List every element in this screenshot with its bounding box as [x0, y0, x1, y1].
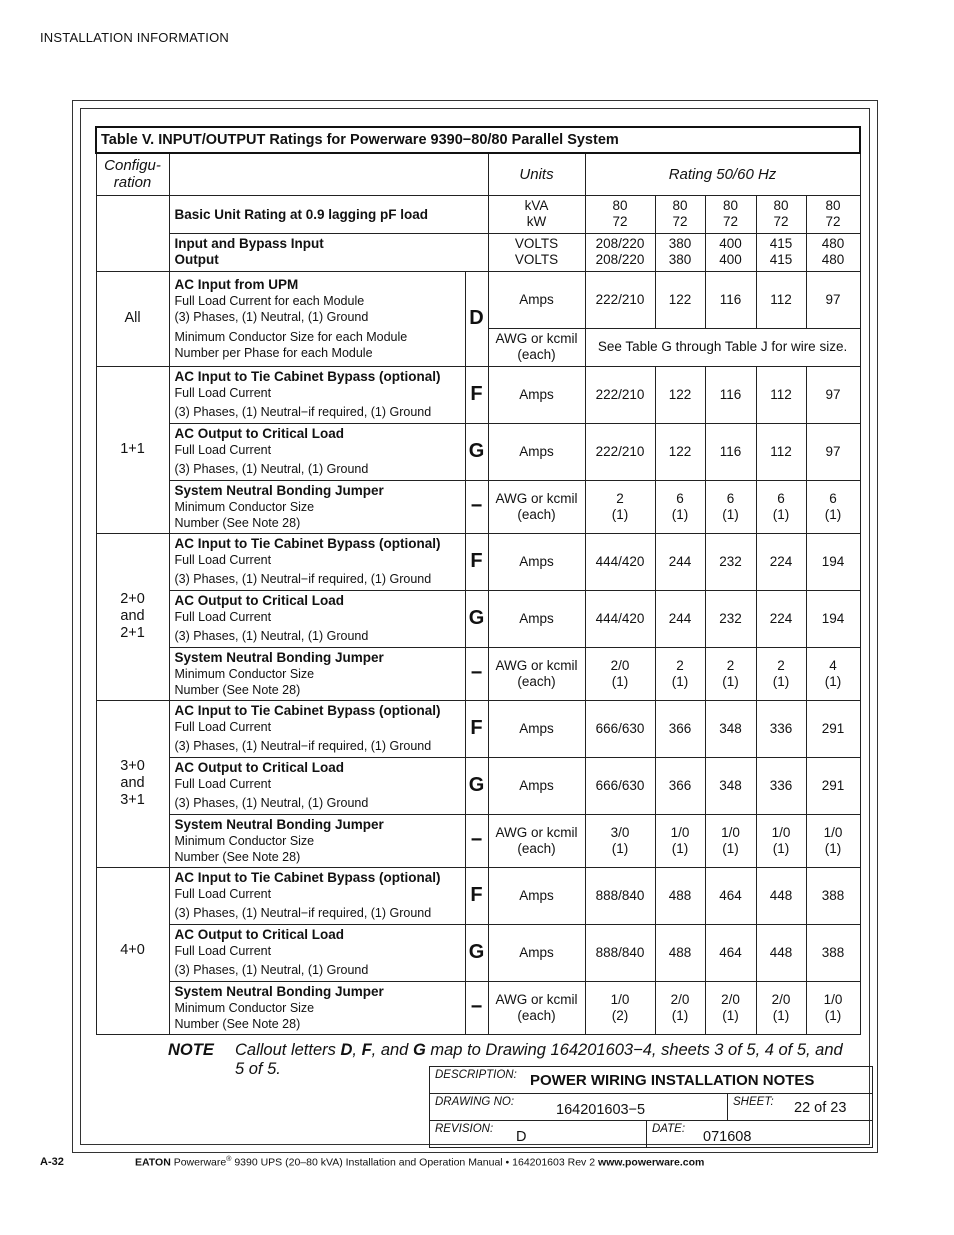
row-value: 112	[756, 423, 806, 480]
row-value: 116	[705, 366, 756, 423]
row-value: 2 (1)	[705, 647, 756, 700]
rating-header: Rating 50/60 Hz	[585, 153, 860, 195]
table-row	[96, 924, 860, 981]
note-letter-f: F	[361, 1041, 372, 1059]
row-value: 6 (1)	[806, 480, 860, 533]
callout-letter: −	[465, 981, 488, 1034]
row-value: 2 (1)	[655, 647, 705, 700]
row-value: 222/210	[585, 366, 655, 423]
callout-letter: G	[465, 757, 488, 814]
row-value: 6 (1)	[756, 480, 806, 533]
row-sub-1: Full Load Current	[174, 443, 272, 457]
row-units: Amps	[488, 924, 585, 981]
row-sub-1: Full Load Current	[174, 777, 272, 791]
callout-letter: −	[465, 814, 488, 867]
row-sub-2: (3) Phases, (1) Neutral−if required, (1) Ground	[174, 906, 432, 920]
ac-input-upm-units: Amps	[488, 271, 585, 328]
callout-letter: −	[465, 647, 488, 700]
table-row	[96, 533, 860, 590]
row-value: 336	[756, 700, 806, 757]
row-value: 666/630	[585, 700, 655, 757]
table-row	[96, 423, 860, 480]
title-block-date	[647, 1121, 873, 1148]
row-value: 224	[756, 533, 806, 590]
row-units: AWG or kcmil (each)	[488, 814, 585, 867]
row-sub-2: Number (See Note 28)	[174, 515, 301, 530]
voltage-value: 480 480	[806, 233, 860, 271]
voltage-value: 208/220 208/220	[585, 233, 655, 271]
row-description	[169, 814, 465, 867]
row-units: Amps	[488, 590, 585, 647]
row-value: 222/210	[585, 423, 655, 480]
callout-letter: G	[465, 423, 488, 480]
note-text-a: Callout letters	[235, 1041, 341, 1059]
table-row	[96, 127, 860, 153]
callout-letter: −	[465, 480, 488, 533]
table-row	[96, 757, 860, 814]
config-all: All	[96, 271, 169, 366]
table-row	[96, 153, 860, 195]
callout-letter: F	[465, 533, 488, 590]
revision-value: D	[516, 1129, 527, 1145]
footer-reg-mark: ®	[226, 1156, 232, 1163]
row-sub-1: Full Load Current	[174, 944, 272, 958]
row-value: 448	[756, 924, 806, 981]
drawing-value: 164201603−5	[556, 1102, 646, 1118]
config-cell: 2+0 and 2+1	[96, 533, 169, 700]
page-number: A-32	[40, 1156, 64, 1168]
footer-manual-info: 9390 UPS (20–80 kVA) Installation and Operation Manual • 164201603 Rev 2	[231, 1156, 598, 1169]
footer-url: www.powerware.com	[597, 1156, 705, 1169]
wire-size-note: See Table G through Table J for wire size.	[585, 328, 860, 366]
table-row	[96, 195, 860, 233]
row-sub-1: Minimum Conductor Size	[174, 499, 315, 514]
note-sep-1: ,	[352, 1041, 362, 1059]
basic-rating-units: kVA kW	[488, 195, 585, 233]
row-value: 244	[655, 590, 705, 647]
row-units: AWG or kcmil (each)	[488, 647, 585, 700]
config-cell: 3+0 and 3+1	[96, 700, 169, 867]
row-value: 464	[705, 924, 756, 981]
basic-rating-value: 80 72	[756, 195, 806, 233]
row-value: 444/420	[585, 533, 655, 590]
voltage-value: 380 380	[655, 233, 705, 271]
description-label: DESCRIPTION:	[435, 1069, 517, 1081]
row-value: 224	[756, 590, 806, 647]
callout-letter: D	[465, 271, 488, 366]
row-value: 348	[705, 700, 756, 757]
sheet-label: SHEET:	[733, 1096, 774, 1108]
row-description	[169, 757, 465, 814]
row-value: 1/0 (2)	[585, 981, 655, 1034]
ac-input-upm-desc	[169, 271, 465, 366]
row-value: 6 (1)	[705, 480, 756, 533]
row-description	[169, 700, 465, 757]
row-value: 1/0 (1)	[806, 981, 860, 1034]
row-title: AC Input to Tie Cabinet Bypass (optional)	[174, 536, 441, 551]
table-row	[96, 233, 860, 271]
row-sub-1: Full Load Current	[174, 553, 272, 567]
table-row	[96, 366, 860, 423]
voltage-label: Input and Bypass Input Output	[169, 233, 488, 271]
row-value: 2 (1)	[756, 647, 806, 700]
row-units: AWG or kcmil (each)	[488, 480, 585, 533]
row-value: 444/420	[585, 590, 655, 647]
row-description	[169, 867, 465, 924]
config-cell-blank	[96, 195, 169, 271]
row-value: 888/840	[585, 924, 655, 981]
row-value: 112	[756, 366, 806, 423]
table-row	[96, 981, 860, 1034]
callout-letter: G	[465, 590, 488, 647]
row-sub-2: (3) Phases, (1) Neutral, (1) Ground	[174, 462, 369, 476]
table-caption: Table V. INPUT/OUTPUT Ratings for Powerware 9390−80/80 Parallel System	[96, 127, 860, 153]
row-description	[169, 981, 465, 1034]
ac-input-upm-title: AC Input from UPM	[174, 276, 299, 292]
note-text-b: map to Drawing 164201603−4, sheets 3 of 5, 4 of 5, and 5 of 5.	[235, 1041, 843, 1078]
table-row	[96, 700, 860, 757]
row-sub-2: (3) Phases, (1) Neutral, (1) Ground	[174, 963, 369, 977]
row-units: AWG or kcmil (each)	[488, 981, 585, 1034]
row-sub-1: Full Load Current	[174, 610, 272, 624]
footer-text	[135, 1156, 704, 1169]
footer-product: Powerware	[170, 1156, 227, 1169]
row-value: 464	[705, 867, 756, 924]
title-block	[429, 1066, 873, 1148]
row-description	[169, 647, 465, 700]
row-value: 366	[655, 757, 705, 814]
row-value: 448	[756, 867, 806, 924]
row-description	[169, 423, 465, 480]
callout-letter: F	[465, 366, 488, 423]
callout-letter: F	[465, 700, 488, 757]
row-sub-2: (3) Phases, (1) Neutral−if required, (1) Ground	[174, 739, 432, 753]
ac-input-upm-line2: (3) Phases, (1) Neutral, (1) Ground	[174, 309, 369, 324]
ac-input-upm-value: 222/210	[585, 271, 655, 328]
footer-brand: EATON	[135, 1156, 171, 1169]
row-title: System Neutral Bonding Jumper	[174, 482, 384, 498]
title-block-revision	[430, 1121, 647, 1148]
note-sep-2: , and	[371, 1041, 413, 1059]
row-title: AC Output to Critical Load	[174, 426, 344, 441]
units-header: Units	[488, 153, 585, 195]
row-value: 97	[806, 366, 860, 423]
row-value: 1/0 (1)	[756, 814, 806, 867]
row-value: 194	[806, 590, 860, 647]
row-title: AC Output to Critical Load	[174, 927, 344, 942]
title-block-description	[430, 1067, 873, 1094]
row-value: 291	[806, 757, 860, 814]
ac-input-upm-line1: Full Load Current for each Module	[174, 293, 365, 308]
row-value: 194	[806, 533, 860, 590]
sheet-value: 22 of 23	[794, 1100, 847, 1116]
row-units: Amps	[488, 867, 585, 924]
table-row	[96, 647, 860, 700]
ac-input-upm-value: 122	[655, 271, 705, 328]
table-row	[96, 271, 860, 328]
table-row	[96, 814, 860, 867]
row-sub-1: Full Load Current	[174, 720, 272, 734]
row-sub-2: (3) Phases, (1) Neutral−if required, (1) Ground	[174, 405, 432, 419]
row-value: 122	[655, 423, 705, 480]
row-value: 2/0 (1)	[756, 981, 806, 1034]
row-value: 366	[655, 700, 705, 757]
date-label: DATE:	[652, 1123, 686, 1135]
table-row	[96, 867, 860, 924]
config-header: Configu- ration	[96, 153, 169, 195]
date-value: 071608	[703, 1129, 752, 1145]
row-value: 1/0 (1)	[806, 814, 860, 867]
row-title: System Neutral Bonding Jumper	[174, 816, 384, 832]
note-label: NOTE	[168, 1041, 214, 1059]
row-sub-2: (3) Phases, (1) Neutral−if required, (1) Ground	[174, 572, 432, 586]
row-value: 388	[806, 867, 860, 924]
description-value: POWER WIRING INSTALLATION NOTES	[530, 1072, 815, 1089]
row-value: 2/0 (1)	[585, 647, 655, 700]
row-value: 244	[655, 533, 705, 590]
row-sub-2: (3) Phases, (1) Neutral, (1) Ground	[174, 796, 369, 810]
row-sub-2: Number (See Note 28)	[174, 682, 301, 697]
ratings-table-body	[96, 127, 860, 1034]
section-header: INSTALLATION INFORMATION	[40, 30, 229, 45]
callout-letter: G	[465, 924, 488, 981]
row-title: AC Input to Tie Cabinet Bypass (optional)	[174, 369, 441, 384]
title-block-sheet	[728, 1094, 873, 1121]
title-block-drawing	[430, 1094, 728, 1121]
table-row	[96, 590, 860, 647]
row-value: 1/0 (1)	[655, 814, 705, 867]
row-value: 2/0 (1)	[655, 981, 705, 1034]
config-cell: 4+0	[96, 867, 169, 1034]
row-sub-1: Full Load Current	[174, 386, 272, 400]
ac-input-upm-value: 116	[705, 271, 756, 328]
basic-rating-value: 80 72	[806, 195, 860, 233]
row-value: 1/0 (1)	[705, 814, 756, 867]
voltage-value: 400 400	[705, 233, 756, 271]
row-units: Amps	[488, 757, 585, 814]
config-cell: 1+1	[96, 366, 169, 533]
row-value: 348	[705, 757, 756, 814]
ac-input-upm-value: 97	[806, 271, 860, 328]
row-value: 488	[655, 924, 705, 981]
row-units: Amps	[488, 423, 585, 480]
basic-rating-label: Basic Unit Rating at 0.9 lagging pF load	[169, 195, 488, 233]
row-sub-2: Number (See Note 28)	[174, 1016, 301, 1031]
basic-rating-value: 80 72	[585, 195, 655, 233]
row-sub-2: Number (See Note 28)	[174, 849, 301, 864]
row-value: 666/630	[585, 757, 655, 814]
ac-input-upm-line4: Number per Phase for each Module	[174, 345, 373, 360]
row-value: 488	[655, 867, 705, 924]
ratings-table	[95, 126, 861, 1035]
ac-input-upm-value: 112	[756, 271, 806, 328]
description-header	[169, 153, 488, 195]
row-value: 3/0 (1)	[585, 814, 655, 867]
note-letter-d: D	[340, 1041, 353, 1059]
row-title: System Neutral Bonding Jumper	[174, 649, 384, 665]
revision-label: REVISION:	[435, 1123, 494, 1135]
row-description	[169, 924, 465, 981]
row-sub-2: (3) Phases, (1) Neutral, (1) Ground	[174, 629, 369, 643]
row-value: 6 (1)	[655, 480, 705, 533]
row-value: 888/840	[585, 867, 655, 924]
row-title: AC Input to Tie Cabinet Bypass (optional)	[174, 870, 441, 885]
row-value: 4 (1)	[806, 647, 860, 700]
ac-input-upm-units-awg: AWG or kcmil (each)	[488, 328, 585, 366]
drawing-label: DRAWING NO:	[435, 1096, 515, 1108]
row-description	[169, 366, 465, 423]
row-sub-1: Minimum Conductor Size	[174, 833, 315, 848]
row-value: 232	[705, 533, 756, 590]
voltage-units: VOLTS VOLTS	[488, 233, 585, 271]
row-title: AC Input to Tie Cabinet Bypass (optional)	[174, 703, 441, 718]
row-units: Amps	[488, 533, 585, 590]
row-description	[169, 533, 465, 590]
row-value: 97	[806, 423, 860, 480]
note-letter-g: G	[412, 1041, 426, 1059]
row-units: Amps	[488, 366, 585, 423]
row-description	[169, 590, 465, 647]
row-value: 388	[806, 924, 860, 981]
ac-input-upm-line3: Minimum Conductor Size for each Module	[174, 329, 408, 344]
row-title: System Neutral Bonding Jumper	[174, 983, 384, 999]
row-value: 116	[705, 423, 756, 480]
row-value: 336	[756, 757, 806, 814]
row-sub-1: Full Load Current	[174, 887, 272, 901]
basic-rating-value: 80 72	[655, 195, 705, 233]
row-description	[169, 480, 465, 533]
row-value: 232	[705, 590, 756, 647]
row-value: 291	[806, 700, 860, 757]
row-units: Amps	[488, 700, 585, 757]
row-sub-1: Minimum Conductor Size	[174, 1000, 315, 1015]
row-title: AC Output to Critical Load	[174, 760, 344, 775]
basic-rating-value: 80 72	[705, 195, 756, 233]
callout-letter: F	[465, 867, 488, 924]
row-sub-1: Minimum Conductor Size	[174, 666, 315, 681]
voltage-value: 415 415	[756, 233, 806, 271]
row-title: AC Output to Critical Load	[174, 593, 344, 608]
row-value: 2 (1)	[585, 480, 655, 533]
row-value: 122	[655, 366, 705, 423]
row-value: 2/0 (1)	[705, 981, 756, 1034]
table-row	[96, 480, 860, 533]
